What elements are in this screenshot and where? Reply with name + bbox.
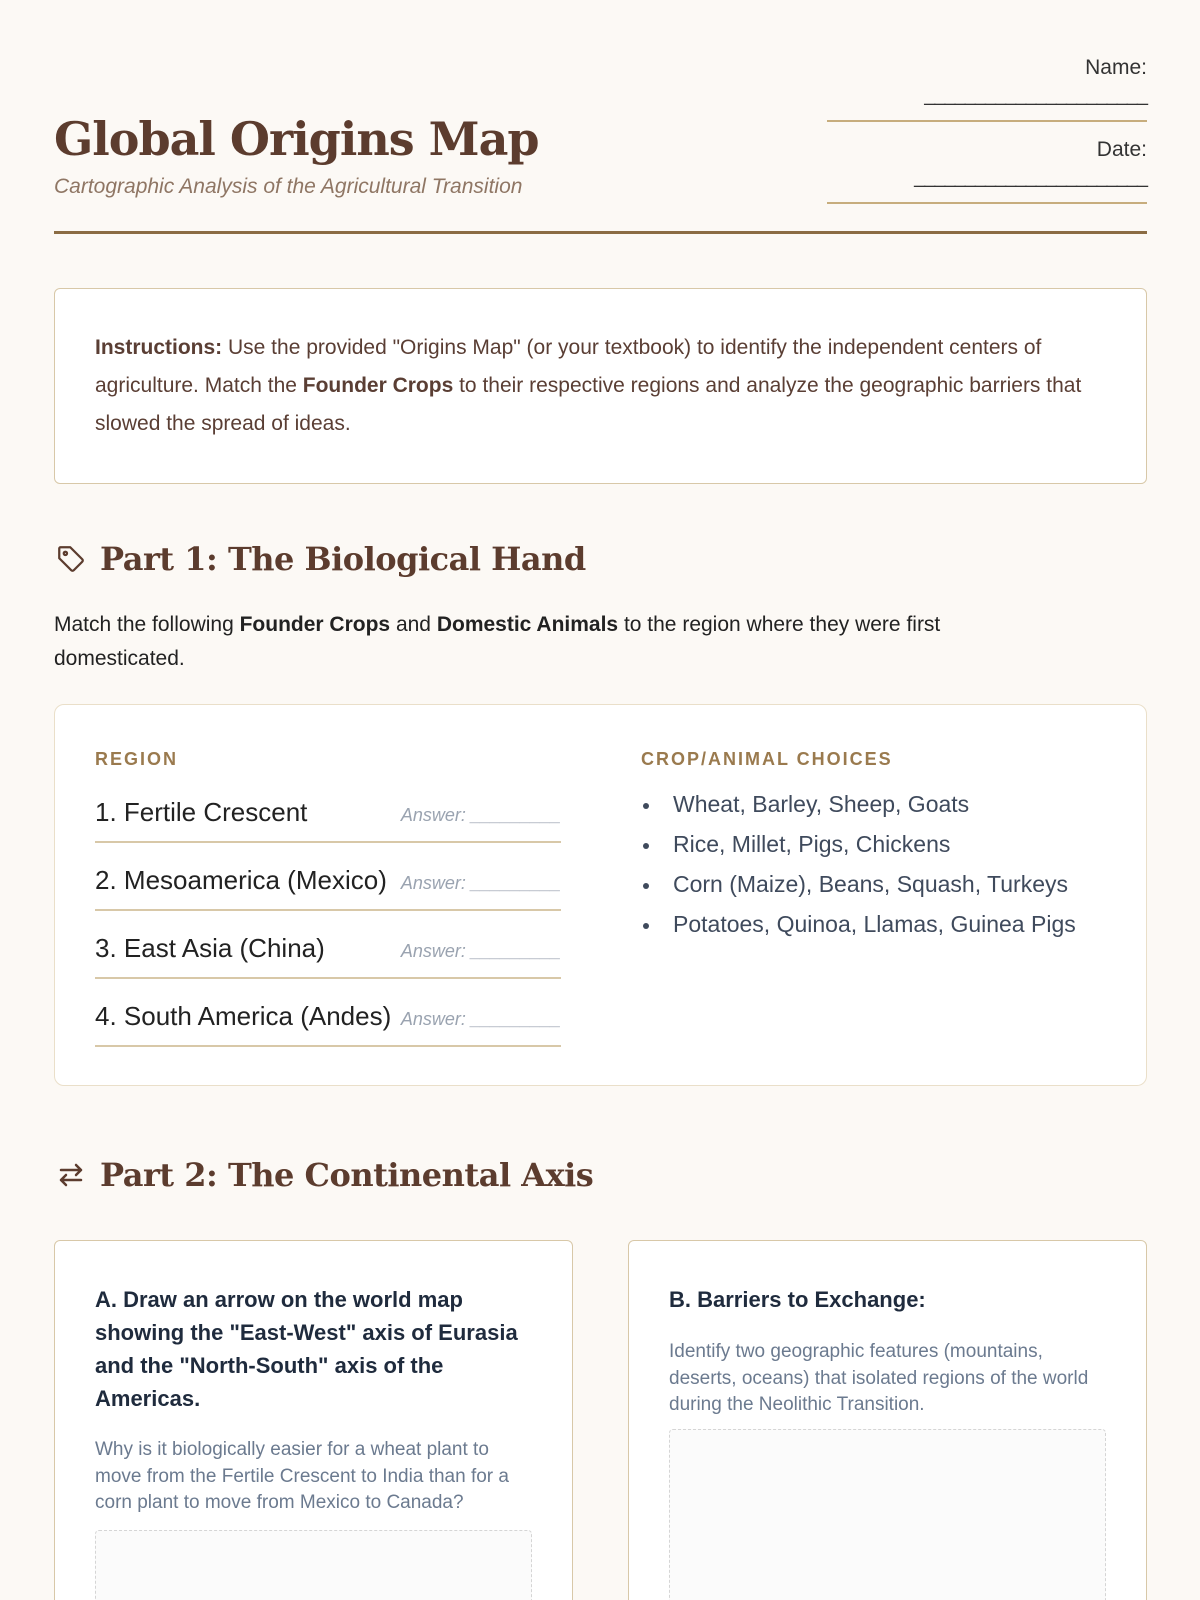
region-name: 2. Mesoamerica (Mexico) bbox=[95, 865, 387, 895]
intro-text-2: and bbox=[390, 613, 437, 636]
region-row bbox=[95, 843, 561, 911]
instructions-lead: Instructions: bbox=[95, 336, 223, 359]
date-field[interactable] bbox=[827, 122, 1147, 204]
answer-blank[interactable]: Answer: _________ bbox=[400, 873, 561, 893]
part2-heading bbox=[54, 1156, 593, 1194]
intro-text-3: to the region where they were first domesticated. bbox=[54, 613, 941, 670]
hint-b: Identify two geographic features (mountains, deserts, oceans) that isolated regions of the world during the Neolithic Transition. bbox=[669, 1341, 1089, 1415]
question-card-b bbox=[628, 1240, 1147, 1600]
question-card-a bbox=[54, 1240, 573, 1600]
choice-item: Wheat, Barley, Sheep, Goats bbox=[641, 791, 1076, 831]
intro-bold-2: Domestic Animals bbox=[436, 613, 619, 636]
choice-item: Corn (Maize), Beans, Squash, Turkeys bbox=[641, 871, 1076, 911]
choice-item: Potatoes, Quinoa, Llamas, Guinea Pigs bbox=[641, 911, 1076, 951]
instructions-emphasis: Founder Crops bbox=[302, 374, 454, 397]
name-field[interactable] bbox=[827, 40, 1147, 122]
answer-blank[interactable]: Answer: _________ bbox=[400, 805, 561, 825]
hint-a: Why is it biologically easier for a wheat plant to move from the Fertile Crescent to India than for a corn plant to move from Mexico to Canada? bbox=[95, 1439, 509, 1513]
region-column-header: REGION bbox=[95, 749, 179, 769]
question-b: B. Barriers to Exchange: bbox=[669, 1287, 926, 1312]
name-label: Name: bbox=[1085, 56, 1147, 79]
choice-item: Rice, Millet, Pigs, Chickens bbox=[641, 831, 1076, 871]
tag-icon bbox=[54, 542, 88, 576]
part1-title: Part 1: The Biological Hand bbox=[100, 540, 586, 578]
region-row bbox=[95, 775, 561, 843]
choices-list bbox=[641, 791, 1076, 951]
question-a: A. Draw an arrow on the world map showing the "East-West" axis of Eurasia and the "North-South" axis of the Americas. bbox=[95, 1287, 518, 1411]
worksheet-page bbox=[54, 0, 1147, 1600]
matching-box bbox=[54, 704, 1147, 1086]
choices-column-header: CROP/ANIMAL CHOICES bbox=[641, 749, 893, 769]
name-blank: ______________________ bbox=[924, 84, 1147, 106]
instructions-text-1: Use the provided "Origins Map" (or your textbook) to identify the independent centers of agriculture. Match the bbox=[95, 336, 1042, 397]
intro-text-1: Match the following bbox=[54, 613, 240, 636]
region-row bbox=[95, 979, 561, 1047]
part1-intro bbox=[54, 608, 1054, 676]
date-label: Date: bbox=[1096, 138, 1147, 161]
date-blank: _______________________ bbox=[914, 166, 1147, 188]
answer-blank[interactable]: Answer: _________ bbox=[400, 1009, 561, 1029]
region-name: 1. Fertile Crescent bbox=[95, 797, 308, 827]
region-name: 4. South America (Andes) bbox=[95, 1001, 392, 1031]
swap-arrows-icon bbox=[54, 1158, 88, 1192]
region-list bbox=[95, 775, 561, 1047]
page-title: Global Origins Map bbox=[54, 112, 539, 166]
region-name: 3. East Asia (China) bbox=[95, 933, 325, 963]
part1-heading bbox=[54, 540, 586, 578]
answer-area-b[interactable] bbox=[669, 1429, 1106, 1600]
answer-area-a[interactable] bbox=[95, 1530, 532, 1600]
part2-title: Part 2: The Continental Axis bbox=[100, 1156, 594, 1194]
region-row bbox=[95, 911, 561, 979]
intro-bold-1: Founder Crops bbox=[239, 613, 391, 636]
page-subtitle: Cartographic Analysis of the Agricultural Transition bbox=[54, 175, 523, 198]
instructions-text-2: to their respective regions and analyze the geographic barriers that slowed the spread of ideas. bbox=[95, 374, 1082, 435]
instructions-box bbox=[54, 288, 1147, 484]
worksheet-header bbox=[54, 0, 1147, 234]
answer-blank[interactable]: Answer: _________ bbox=[400, 941, 561, 961]
